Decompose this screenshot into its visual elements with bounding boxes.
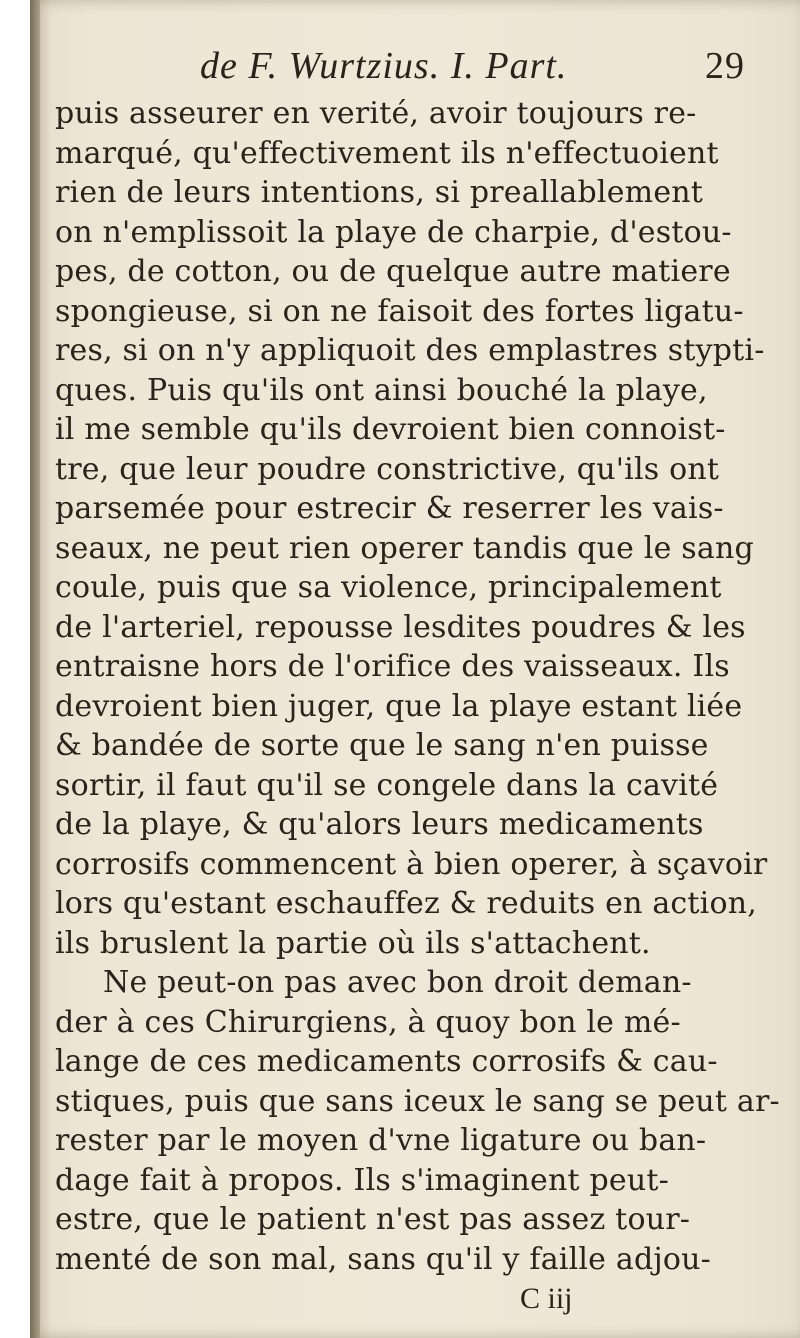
page-number: 29	[705, 45, 745, 87]
text-line: lors qu'estant eschauffez & reduits en action,	[55, 886, 757, 921]
page-text	[55, 40, 780, 1319]
text-line: spongieuse, si on ne faisoit des fortes ligatu-	[55, 293, 744, 329]
text-line: res, si on n'y appliquoit des emplastres stypti-	[55, 333, 765, 368]
text-line: parsemée pour estrecir & reserrer les vais-	[55, 491, 724, 526]
text-line: devroient bien juger, que la playe estant liée	[55, 688, 743, 724]
body-text	[55, 94, 780, 1279]
text-line: rester par le moyen d'vne ligature ou ban-	[55, 1123, 707, 1158]
text-line: seaux, ne peut rien operer tandis que le sang	[55, 530, 754, 566]
text-line: lange de ces medicaments corrosifs & cau-	[55, 1044, 718, 1079]
text-line: ques. Puis qu'ils ont ainsi bouché la playe,	[55, 372, 708, 408]
running-title: de F. Wurtzius. I. Part.	[200, 45, 568, 87]
text-line: pes, de cotton, ou de quelque autre matiere	[55, 254, 731, 289]
paragraph-start-line: Ne peut-on pas avec bon droit deman-	[103, 965, 692, 1000]
text-line: on n'emplissoit la playe de charpie, d'estou-	[55, 214, 732, 250]
text-line: sortir, il faut qu'il se congele dans la cavité	[55, 767, 719, 803]
text-line: stiques, puis que sans iceux le sang se peut ar-	[55, 1083, 780, 1119]
text-line: estre, que le patient n'est pas assez tour-	[55, 1202, 691, 1237]
text-line: dage fait à propos. Ils s'imaginent peut-	[55, 1162, 669, 1198]
text-line: menté de son mal, sans qu'il y faille adjou-	[55, 1241, 711, 1277]
text-line: de l'arteriel, repousse lesdites poudres & les	[55, 609, 746, 645]
signature-text: C iij	[520, 1282, 573, 1315]
text-line: tre, que leur poudre constrictive, qu'ils ont	[55, 451, 720, 487]
text-line: corrosifs commencent à bien operer, à sçavoir	[55, 846, 768, 882]
binding-gutter	[30, 0, 40, 1338]
signature-mark	[55, 1279, 725, 1319]
text-line: rien de leurs intentions, si preallablement	[55, 175, 704, 210]
text-line: il me semble qu'ils devroient bien connoist-	[55, 412, 726, 447]
text-line: puis asseurer en verité, avoir toujours re-	[55, 96, 697, 131]
text-line: marqué, qu'effectivement ils n'effectuoient	[55, 135, 719, 171]
text-line: ils bruslent la partie où ils s'attachent.	[55, 925, 651, 961]
text-line: de la playe, & qu'alors leurs medicaments	[55, 807, 704, 842]
text-line: & bandée de sorte que le sang n'en puisse	[55, 728, 709, 763]
page-header	[55, 40, 745, 94]
text-line: der à ces Chirurgiens, à quoy bon le mé-	[55, 1004, 681, 1040]
text-line: coule, puis que sa violence, principalement	[55, 570, 722, 605]
text-line: entraisne hors de l'orifice des vaisseaux. Ils	[55, 649, 730, 684]
